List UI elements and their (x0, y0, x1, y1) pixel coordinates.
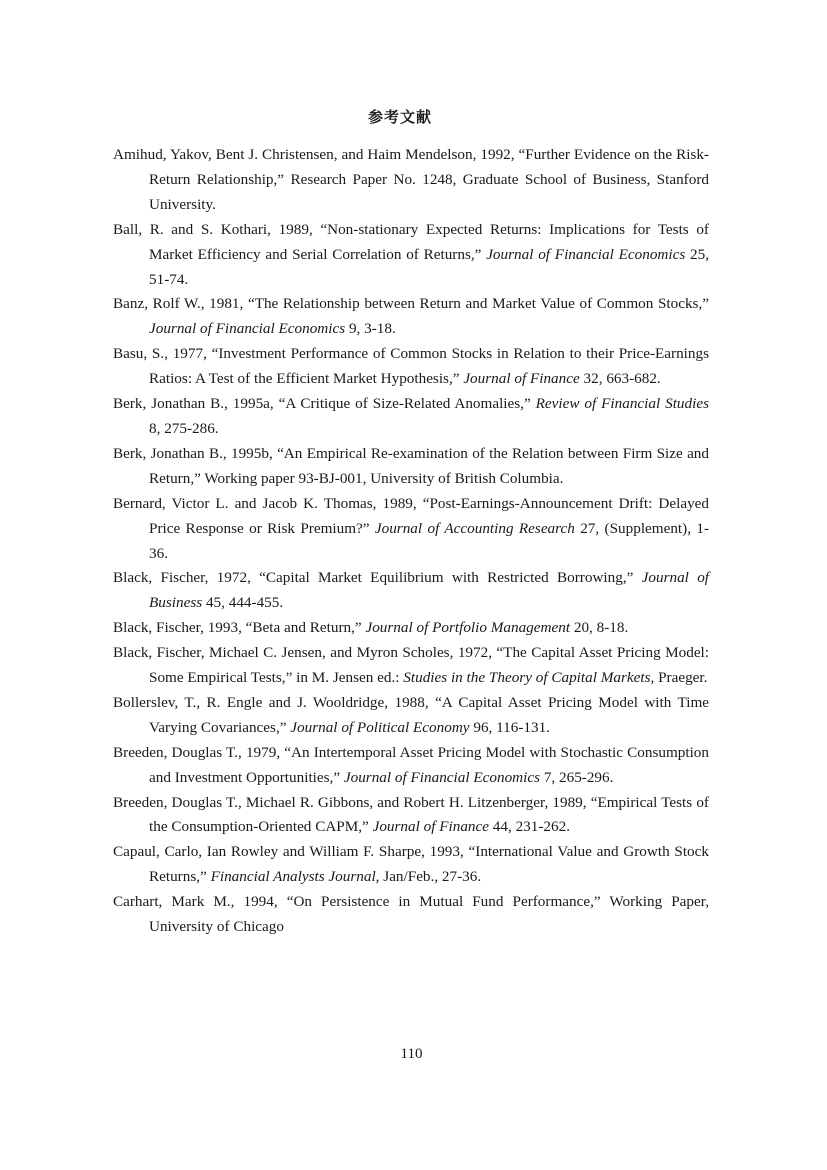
reference-text: Banz, Rolf W., 1981, “The Relationship between Return and Market Value of Common Stocks,” (113, 295, 709, 313)
reference-text: Bernard, Victor L. and Jacob K. Thomas, 1989, “Post-Earnings-Announcement Drift: Delayed Price Response or Risk Premium?” (113, 494, 709, 537)
reference-entry (113, 392, 709, 442)
reference-entry (113, 741, 709, 791)
reference-entry (113, 616, 709, 641)
reference-text: 7, 265-296. (540, 768, 614, 786)
reference-text: 8, 275-286. (149, 419, 219, 437)
reference-text: 32, 663-682. (579, 370, 661, 388)
reference-text: Berk, Jonathan B., 1995a, “A Critique of Size-Related Anomalies,” (113, 395, 536, 413)
reference-source-title: Review of Financial Studies (535, 395, 709, 413)
reference-entry (113, 566, 709, 616)
reference-text: 9, 3-18. (345, 320, 396, 338)
reference-text: 20, 8-18. (570, 619, 629, 637)
page-number: 110 (400, 1046, 423, 1062)
reference-text: Praeger. (654, 669, 708, 687)
reference-text: Black, Fischer, 1972, “Capital Market Equilibrium with Restricted Borrowing,” (113, 569, 642, 587)
reference-text: Amihud, Yakov, Bent J. Christensen, and Haim Mendelson, 1992, “Further Evidence on the Risk-Return Relationship,” Research Paper No. 1248, Graduate School of Business, Stanford University. (113, 146, 709, 213)
reference-text: Carhart, Mark M., 1994, “On Persistence in Mutual Fund Performance,” Working Paper, University of Chicago (113, 893, 709, 936)
references-heading: 参考文献 (367, 108, 432, 126)
reference-text: 96, 116-131. (469, 718, 550, 736)
reference-text: Capaul, Carlo, Ian Rowley and William F. Sharpe, 1993, “International Value and Growth Stock Returns,” (113, 843, 709, 886)
reference-source-title: Journal of Political Economy (290, 718, 470, 736)
reference-text: Ball, R. and S. Kothari, 1989, “Non-stationary Expected Returns: Implications for Tests of Market Efficiency and Serial Correlation of Returns,” (113, 220, 709, 263)
reference-source-title: Journal of Financial Economics (149, 320, 346, 338)
reference-text: Bollerslev, T., R. Engle and J. Wooldridge, 1988, “A Capital Asset Pricing Model with Time Varying Covariances,” (113, 693, 709, 736)
reference-text: 27, (Supplement), 1-36. (149, 519, 710, 562)
reference-text: Jan/Feb., 27-36. (379, 868, 482, 886)
reference-text: Breeden, Douglas T., Michael R. Gibbons, and Robert H. Litzenberger, 1989, “Empirical Tests of the Consumption-Oriented CAPM,” (113, 793, 709, 836)
reference-text: 45, 444-455. (202, 594, 284, 612)
reference-entry (113, 641, 709, 691)
reference-source-title: Journal of Portfolio Management (365, 619, 571, 637)
reference-entry (113, 791, 709, 841)
reference-source-title: Journal of Finance (463, 370, 580, 388)
reference-list (113, 143, 709, 940)
reference-text: 25, 51-74. (149, 245, 710, 288)
reference-text: Black, Fischer, Michael C. Jensen, and Myron Scholes, 1972, “The Capital Asset Pricing Model: Some Empirical Tests,” in M. Jensen ed.: (113, 644, 709, 687)
reference-entry (113, 442, 709, 492)
reference-entry (113, 143, 709, 218)
reference-entry (113, 890, 709, 940)
reference-text: Black, Fischer, 1993, “Beta and Return,” (113, 619, 366, 637)
reference-source-title: Journal of Business (149, 569, 710, 612)
reference-source-title: Journal of Financial Economics (343, 768, 541, 786)
reference-text: Breeden, Douglas T., 1979, “An Intertemporal Asset Pricing Model with Stochastic Consumption and Investment Opportunities,” (113, 743, 709, 786)
reference-entry (113, 691, 709, 741)
reference-entry (113, 342, 709, 392)
reference-text: Berk, Jonathan B., 1995b, “An Empirical Re-examination of the Relation between Firm Size and Return,” Working paper 93-BJ-001, University of British Columbia. (113, 444, 709, 487)
reference-text: 44, 231-262. (489, 818, 570, 836)
reference-source-title: Journal of Accounting Research (374, 519, 575, 537)
reference-entry (113, 218, 709, 293)
reference-source-title: Journal of Financial Economics (486, 245, 686, 263)
reference-entry (113, 840, 709, 890)
reference-source-title: Financial Analysts Journal, (210, 868, 380, 886)
reference-text: Basu, S., 1977, “Investment Performance of Common Stocks in Relation to their Price-Earnings Ratios: A Test of the Efficient Market Hypothesis,” (113, 345, 709, 388)
reference-entry (113, 292, 709, 342)
reference-source-title: Journal of Finance (372, 818, 489, 836)
reference-entry (113, 492, 709, 567)
reference-source-title: Studies in the Theory of Capital Markets, (403, 669, 655, 687)
